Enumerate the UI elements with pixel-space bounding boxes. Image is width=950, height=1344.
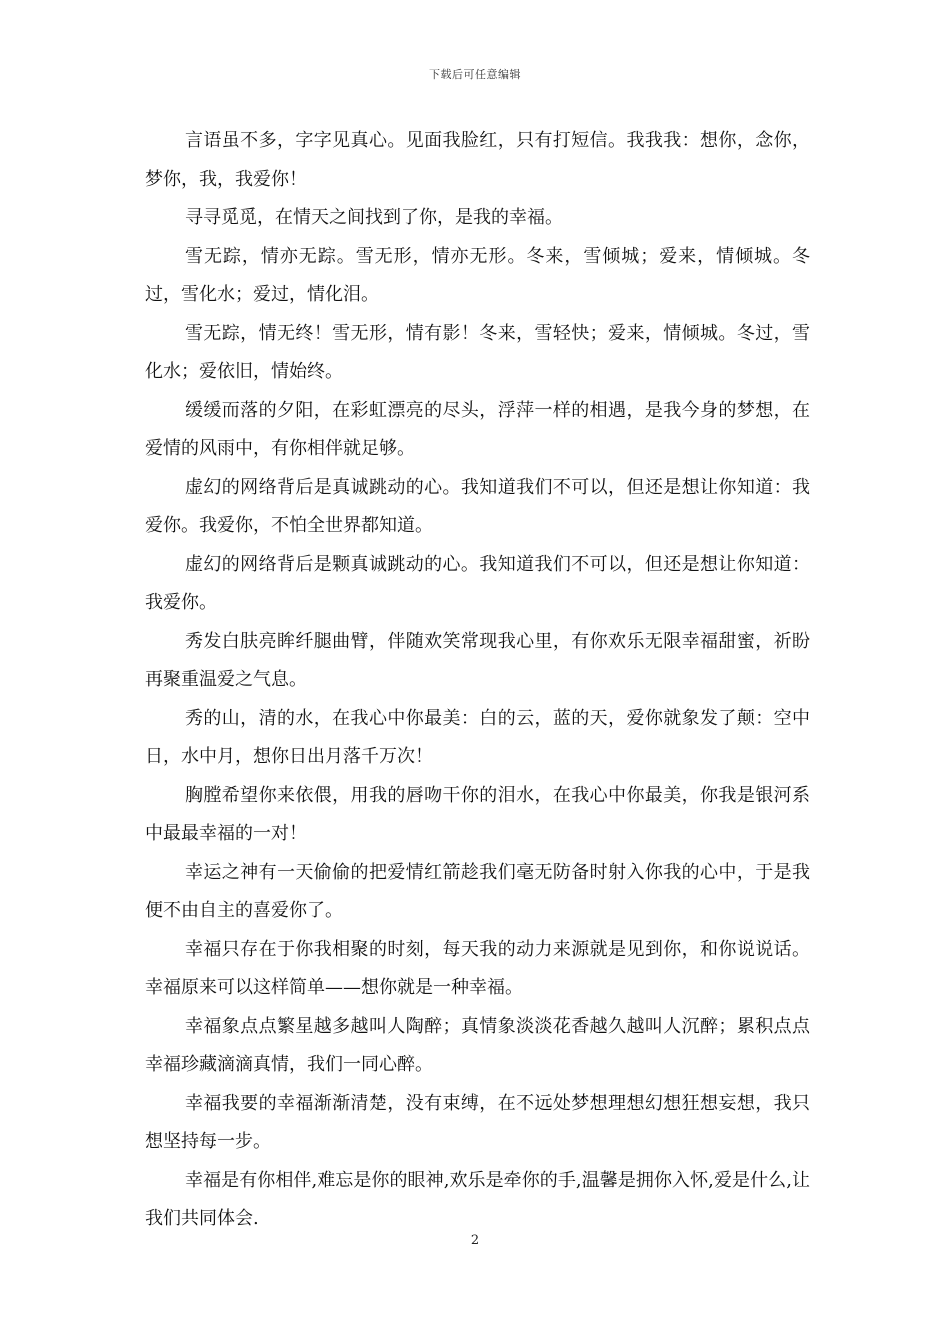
paragraph: 胸膛希望你来依偎，用我的唇吻干你的泪水，在我心中你最美，你我是银河系中最最幸福的一对！ — [145, 784, 810, 844]
paragraph: 寻寻觅觅，在情天之间找到了你，是我的幸福。 — [185, 207, 563, 228]
paragraph: 秀发白肤亮眸纤腿曲臂，伴随欢笑常现我心里，有你欢乐无限幸福甜蜜，祈盼再聚重温爱之气息。 — [145, 630, 810, 690]
paragraph: 雪无踪，情亦无踪。雪无形，情亦无形。冬来，雪倾城；爱来，情倾城。冬过，雪化水；爱过，情化泪。 — [145, 245, 810, 305]
paragraph: 幸运之神有一天偷偷的把爱情红箭趁我们毫无防备时射入你我的心中，于是我便不由自主的喜爱你了。 — [145, 861, 810, 921]
paragraph: 幸福只存在于你我相聚的时刻，每天我的动力来源就是见到你，和你说说话。幸福原来可以这样简单——想你就是一种幸福。 — [145, 938, 810, 998]
paragraph: 幸福我要的幸福渐渐清楚，没有束缚，在不远处梦想理想幻想狂想妄想，我只想坚持每一步。 — [145, 1092, 810, 1152]
paragraph: 秀的山，清的水，在我心中你最美：白的云，蓝的天，爱你就象发了颠：空中日，水中月，想你日出月落千万次！ — [145, 707, 810, 767]
paragraph: 言语虽不多，字字见真心。见面我脸红，只有打短信。我我我：想你，念你，梦你，我，我爱你！ — [145, 130, 810, 190]
paragraph: 缓缓而落的夕阳，在彩虹漂亮的尽头，浮萍一样的相遇，是我今身的梦想，在爱情的风雨中，有你相伴就足够。 — [145, 399, 810, 459]
paragraph: 幸福是有你相伴,难忘是你的眼神,欢乐是牵你的手,温馨是拥你入怀,爱是什么,让我们共同体会. — [145, 1169, 810, 1229]
document-body — [145, 122, 810, 1239]
paragraph: 雪无踪，情无终！雪无形，情有影！冬来，雪轻快；爱来，情倾城。冬过，雪化水；爱依旧，情始终。 — [145, 322, 810, 382]
paragraph: 虚幻的网络背后是真诚跳动的心。我知道我们不可以，但还是想让你知道：我爱你。我爱你，不怕全世界都知道。 — [145, 476, 810, 536]
page-header: 下载后可任意编辑 — [429, 68, 521, 81]
paragraph: 虚幻的网络背后是颗真诚跳动的心。我知道我们不可以，但还是想让你知道：我爱你。 — [145, 553, 810, 613]
paragraph: 幸福象点点繁星越多越叫人陶醉；真情象淡淡花香越久越叫人沉醉；累积点点幸福珍藏滴滴真情，我们一同心醉。 — [145, 1015, 810, 1075]
page-number: 2 — [470, 1233, 480, 1248]
